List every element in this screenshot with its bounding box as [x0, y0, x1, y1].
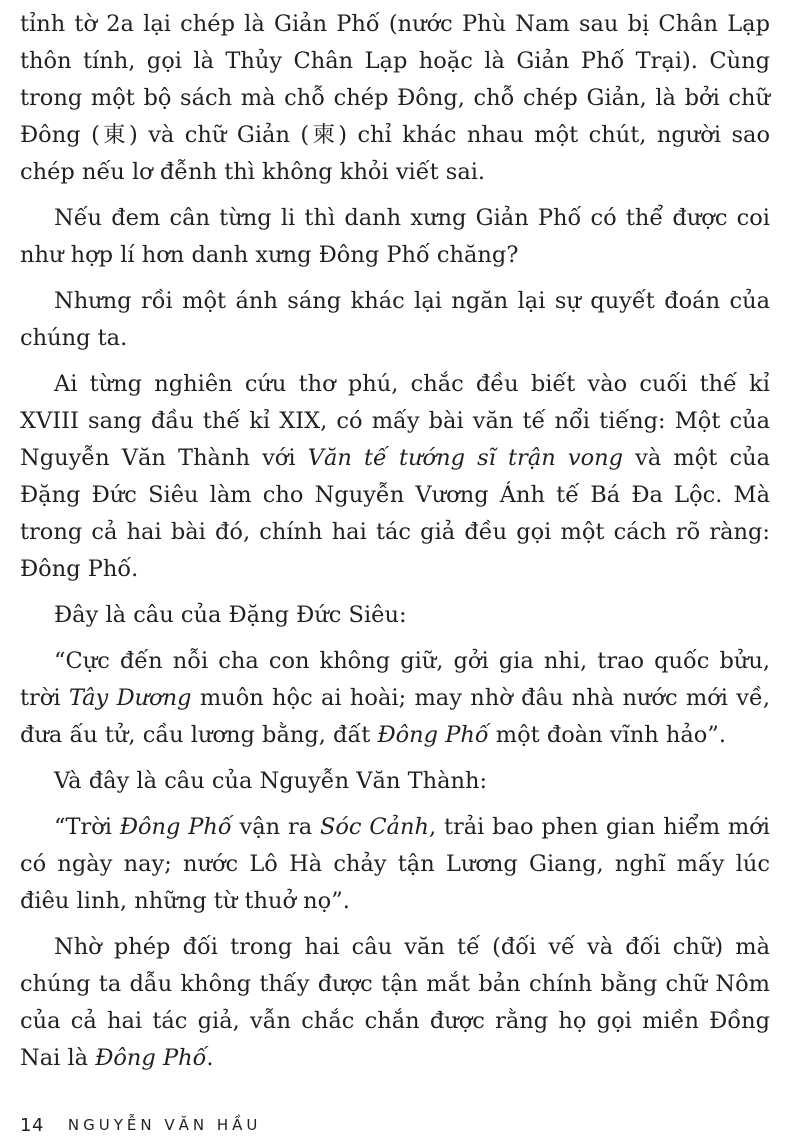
paragraph-continued	[20, 6, 770, 191]
text-run: Và đây là câu của Nguyễn Văn Thành:	[54, 768, 488, 794]
text-run: , trải bao phen gian hiểm mới có ngày nay; nước Lô Hà chảy tận Lương Giang, nghĩ mấy lúc điêu linh, những từ thuở nọ”.	[20, 814, 771, 914]
italic-text-run: Sóc Cảnh	[319, 814, 429, 840]
text-run: một đoàn vĩnh hảo”.	[488, 722, 726, 748]
text-run: muôn hộc ai hoài; may nhờ đâu nhà nước mới về, đưa ấu tử, cầu lương bằng, đất	[20, 685, 770, 748]
text-run: và một của Đặng Đức Siêu làm cho Nguyễn Vương Ánh tế Bá Đa Lộc. Mà trong cả hai bài đó, chính hai tác giả đều gọi một cách rõ ràng: Đông Phố.	[20, 445, 770, 582]
text-run: tỉnh tờ 2a lại chép là Giản Phố (nước Phù Nam sau bị Chân Lạp thôn tính, gọi là Thủy Chân Lạp hoặc là Giản Phố Trại). Cùng trong một bộ sách mà chỗ chép Đông, chỗ chép Giản, là bởi chữ Đông (東) và chữ Giản (柬) chỉ khác nhau một chút, người sao chép nếu lơ đễnh thì không khỏi viết sai.	[20, 11, 770, 185]
text-run: Nhưng rồi một ánh sáng khác lại ngăn lại sự quyết đoán của chúng ta.	[20, 288, 770, 351]
text-run: vận ra	[231, 814, 320, 840]
italic-text-run: Đông Phố	[95, 1045, 207, 1071]
quote-nguyen-van-thanh	[20, 809, 770, 920]
paragraph-nguyen-van-thanh-intro	[20, 763, 770, 800]
page-number: 14	[20, 1114, 44, 1136]
text-run: Đây là câu của Đặng Đức Siêu:	[54, 602, 407, 628]
italic-text-run: Tây Dương	[68, 685, 192, 711]
paragraph-dang-duc-sieu-intro	[20, 597, 770, 634]
text-run: .	[206, 1045, 214, 1071]
italic-text-run: Đông Phố	[377, 722, 489, 748]
paragraph-famous-eulogies	[20, 366, 770, 588]
text-run: Nếu đem cân từng li thì danh xưng Giản Phố có thể được coi như hợp lí hơn danh xưng Đông Phố chăng?	[20, 205, 770, 268]
quote-dang-duc-sieu	[20, 643, 770, 754]
running-author: NGUYỄN VĂN HẦU	[67, 1116, 262, 1134]
italic-text-run: Văn tế tướng sĩ trận vong	[307, 445, 624, 471]
text-run: “Trời	[54, 814, 120, 840]
paragraph-another-light	[20, 283, 770, 357]
text-run: Ai từng nghiên cứu thơ phú, chắc đều biết vào cuối thế kỉ XVIII sang đầu thế kỉ XIX, có mấy bài văn tế nổi tiếng: Một của Nguyễn Văn Thành với	[20, 371, 770, 471]
paragraph-conclusion	[20, 929, 770, 1077]
page-footer	[20, 1112, 261, 1138]
text-run: Nhờ phép đối trong hai câu văn tế (đối vế và đối chữ) mà chúng ta dẫu không thấy được tận mắt bản chính bằng chữ Nôm của cả hai tác giả, vẫn chắc chắn được rằng họ gọi miền Đồng Nai là	[20, 934, 770, 1071]
italic-text-run: Đông Phố	[119, 814, 232, 840]
page-body	[20, 6, 770, 1086]
text-run: “Cực đến nỗi cha con không giữ, gởi gia nhi, trao quốc bửu, trời	[20, 648, 770, 711]
paragraph-gian-pho-question	[20, 200, 770, 274]
